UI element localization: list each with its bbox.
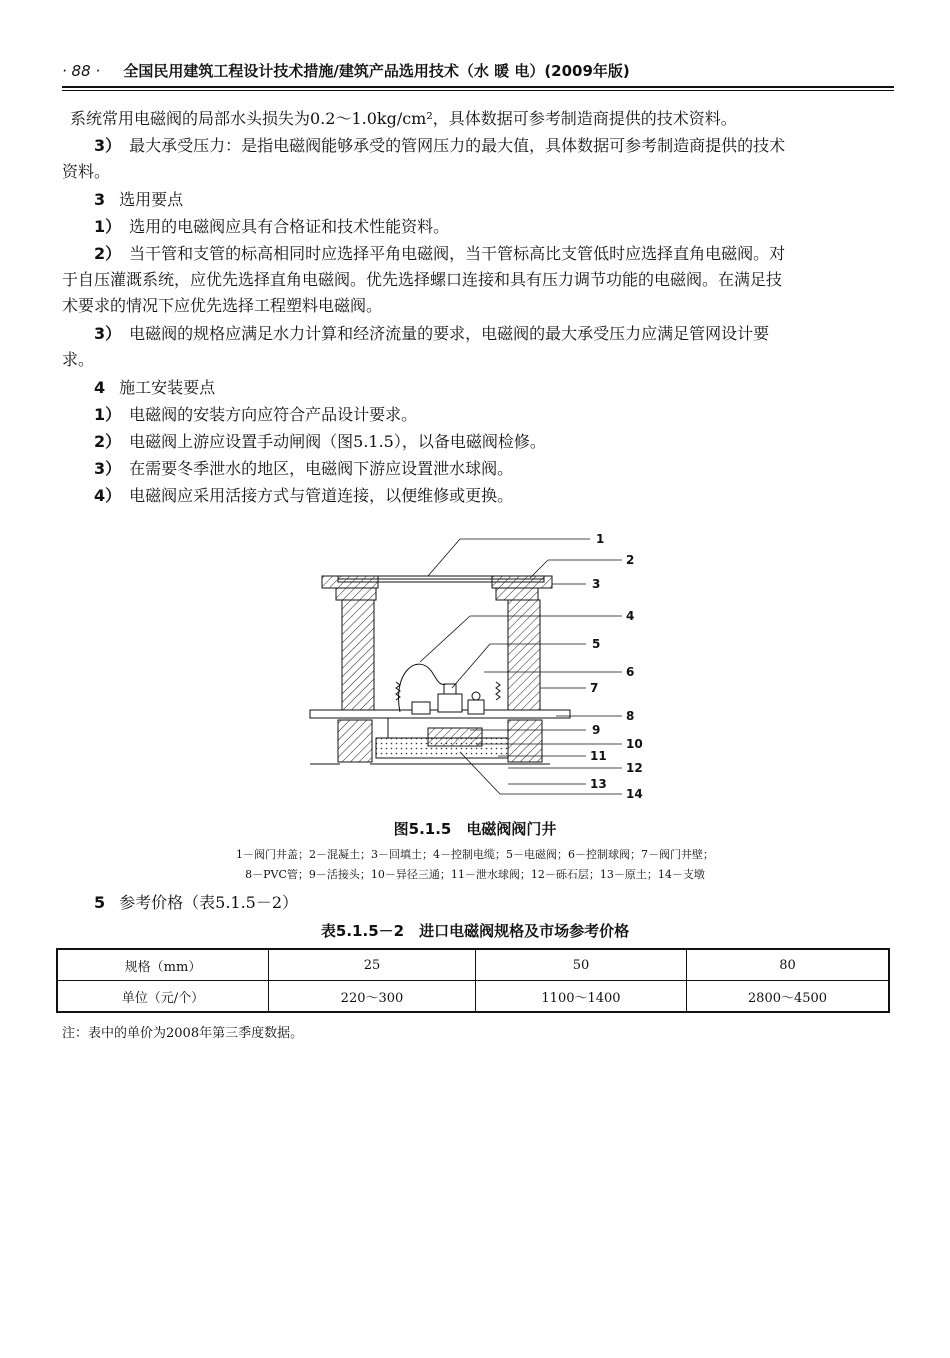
callout-label: 9	[592, 723, 601, 737]
table-cell: 220～300	[269, 981, 476, 1013]
well-wall-right	[492, 576, 552, 762]
paragraph: 3） 在需要冬季泄水的地区，电磁阀下游应设置泄水球阀。	[94, 459, 514, 478]
callout-label: 13	[590, 777, 607, 791]
callout-label: 3	[592, 577, 601, 591]
table-cell: 80	[687, 949, 890, 981]
section-heading: 4 施工安装要点	[94, 378, 216, 397]
valve-well-diagram	[300, 532, 660, 804]
paragraph: 系统常用电磁阀的局部水头损失为0.2～1.0kg/cm²，具体数据可参考制造商提供的技术资料。	[70, 109, 737, 128]
paragraph: 3） 最大承受压力：是指电磁阀能够承受的管网压力的最大值，具体数据可参考制造商提供的技术	[94, 136, 786, 155]
callout-label: 6	[626, 665, 635, 679]
table-cell: 25	[269, 949, 476, 981]
paragraph: 术要求的情况下应优先选择工程塑料电磁阀。	[62, 296, 383, 315]
table-cell: 50	[476, 949, 687, 981]
callout-label: 5	[592, 637, 601, 651]
table-title: 表5.1.5－2 进口电磁阀规格及市场参考价格	[320, 922, 630, 940]
callout-label: 4	[626, 609, 635, 623]
paragraph: 求。	[62, 350, 95, 369]
table-cell: 规格（mm）	[57, 949, 269, 981]
header-rule-thick	[62, 86, 894, 88]
table-row	[57, 949, 889, 981]
paragraph: 3） 电磁阀的规格应满足水力计算和经济流量的要求，电磁阀的最大承受压力应满足管网设计要	[94, 324, 770, 343]
paragraph: 1） 选用的电磁阀应具有合格证和技术性能资料。	[94, 217, 450, 236]
callout-label: 12	[626, 761, 643, 775]
paragraph: 资料。	[62, 162, 111, 181]
table-cell: 2800～4500	[687, 981, 890, 1013]
paragraph: 1） 电磁阀的安装方向应符合产品设计要求。	[94, 405, 418, 424]
callout-label: 8	[626, 709, 635, 723]
gravel-layer	[376, 738, 508, 758]
callout-label: 1	[596, 532, 605, 546]
callout-label: 11	[590, 749, 607, 763]
table-cell: 单位（元/个）	[57, 981, 269, 1013]
header-title: 全国民用建筑工程设计技术措施/建筑产品选用技术（水 暖 电）(2009年版)	[123, 62, 630, 80]
header-rule-thin	[62, 90, 894, 91]
callout-label: 14	[626, 787, 643, 801]
figure-title: 图5.1.5 电磁阀阀门井	[393, 820, 557, 838]
figure-legend: 8－PVC管；9－活接头；10－异径三通；11－泄水球阀；12－砾石层；13－原土；14－支墩	[245, 868, 705, 881]
well-wall-left	[322, 576, 378, 762]
table-cell: 1100～1400	[476, 981, 687, 1013]
section-heading: 5 参考价格（表5.1.5－2）	[94, 893, 299, 912]
callout-label: 2	[626, 553, 635, 567]
paragraph: 2） 电磁阀上游应设置手动闸阀（图5.1.5），以备电磁阀检修。	[94, 432, 546, 451]
paragraph: 4） 电磁阀应采用活接方式与管道连接，以便维修或更换。	[94, 486, 514, 505]
section-heading: 3 选用要点	[94, 190, 184, 209]
callout-label: 7	[590, 681, 599, 695]
paragraph: 2） 当干管和支管的标高相同时应选择平角电磁阀，当干管标高比支管低时应选择直角电磁阀。对	[94, 244, 786, 263]
paragraph: 于自压灌溉系统，应优先选择直角电磁阀。优先选择螺口连接和具有压力调节功能的电磁阀。在满足技	[62, 270, 783, 289]
figure-legend: 1－阀门井盖；2－混凝土；3－回填土；4－控制电缆；5－电磁阀；6－控制球阀；7－阀门井壁；	[236, 848, 714, 861]
table-row	[57, 981, 889, 1013]
page-number: · 88 ·	[62, 62, 101, 80]
price-table	[56, 948, 890, 1013]
solenoid-valve	[412, 684, 484, 714]
table-note: 注：表中的单价为2008年第三季度数据。	[62, 1026, 304, 1041]
page-header	[62, 58, 894, 84]
callout-label: 10	[626, 737, 643, 751]
